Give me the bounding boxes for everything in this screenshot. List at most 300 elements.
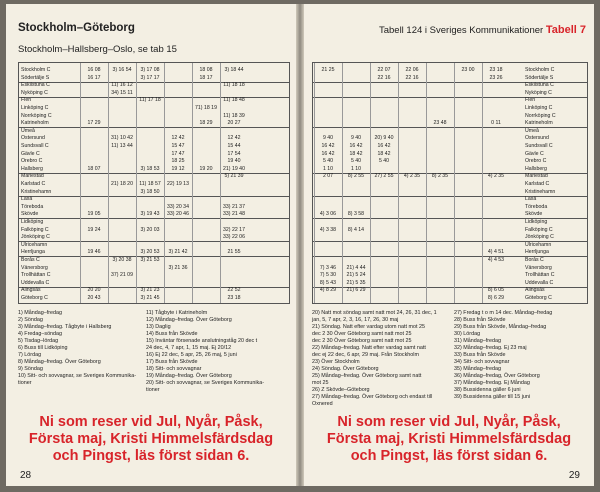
page-number: 29 — [568, 470, 580, 481]
table-header-text: Tabell 124 i Sveriges Kommunikationer — [378, 25, 544, 36]
departure-time: 22) 19 13 — [167, 181, 189, 187]
departure-time: 20 43 — [87, 295, 101, 301]
departure-time: 21) 19 40 — [223, 165, 245, 172]
departure-time: 18 42 — [377, 150, 391, 157]
station-name: Töreboda — [525, 203, 548, 210]
station-name: Uddevalla C — [21, 279, 50, 286]
departure-time: 9 40 — [350, 135, 362, 142]
timetable-row — [19, 204, 289, 211]
timetable-row — [313, 227, 587, 234]
timetable-row — [19, 257, 289, 264]
station-name: Flen — [525, 97, 536, 104]
station-name: Mariestad — [21, 173, 44, 180]
departure-time: 8) 2 55 — [347, 173, 365, 180]
departure-time: 19 05 — [87, 211, 101, 218]
departure-time: 21) 5 24 — [346, 272, 366, 279]
station-name: Karlstad C — [525, 181, 550, 187]
departure-time: 12 42 — [171, 135, 185, 142]
timetable-row — [313, 265, 587, 272]
departure-time: 8) 3 58 — [347, 211, 365, 218]
footnote-line: 25) Måndag–fredag. Över Göteborg samt natt — [312, 373, 422, 379]
banner-line: och Pingst, läs först sidan 6. — [52, 448, 250, 464]
station-name: Borås C — [21, 257, 40, 263]
footnote-line: 27) Måndag–fredag. Över Göteborg och endast till — [312, 394, 433, 400]
timetable-row — [313, 151, 587, 158]
departure-time: 71) 18 19 — [195, 105, 217, 111]
departure-time: 37) 21 09 — [111, 272, 133, 279]
timetable-row — [19, 189, 289, 196]
departure-time: 16 08 — [87, 67, 101, 73]
departure-time: 19 12 — [171, 165, 185, 172]
departure-time: 8) 6 29 — [487, 295, 505, 301]
footnote-line: dec 2 30 Över Göteborg samt natt mot 25 — [312, 331, 412, 337]
banner-line: Ni som reser vid Jul, Nyår, Påsk, — [39, 414, 263, 430]
column-divider — [370, 63, 371, 303]
column-divider — [108, 63, 109, 303]
departure-time: 4) 4 51 — [487, 249, 505, 256]
footnote-line: 5) Tisdag–lördag — [18, 338, 59, 344]
footnote-line: 14) Buss från Skövde — [146, 331, 198, 337]
timetable-row — [19, 173, 289, 180]
timetable-row — [19, 272, 289, 279]
timetable-row — [313, 97, 587, 104]
station-name: Lidköping — [525, 219, 548, 225]
departure-time: 7) 3 46 — [319, 264, 337, 271]
column-divider — [398, 63, 399, 303]
departure-time: 21 25 — [321, 67, 335, 73]
footnote-line: 1) Måndag–fredag — [18, 310, 63, 316]
column-divider — [426, 63, 427, 303]
station-name: Gävle C — [21, 150, 40, 157]
footnote-line: 34) Sitt- och sovvagnar — [454, 359, 510, 365]
timetable-row — [19, 219, 289, 226]
footnote-line: 39) Bussidenna gäller till 15 juni — [454, 394, 531, 400]
footnote-line: 22) Måndag–fredag. Natt efter vardag samt natt — [312, 345, 426, 351]
timetable-row — [313, 105, 587, 112]
footnote-line: 16) Ej 22 dec, 5 apr, 25, 26 maj, 5 juni — [146, 352, 237, 358]
departure-time: 22 06 — [405, 67, 419, 73]
column-divider — [80, 63, 81, 303]
footnote-line: 37) Måndag–fredag. Ej Måndag — [454, 380, 530, 386]
departure-time: 16 42 — [377, 143, 391, 149]
footnote-line: 20) Natt mot söndag samt natt mot 24, 26, 31 dec, 1 — [312, 310, 437, 316]
departure-time: 3) 20 03 — [140, 226, 160, 233]
footnote-line: 19) Måndag–fredag. Över Göteborg — [146, 373, 232, 379]
footnote-line: 4) Fredag–söndag — [18, 331, 63, 337]
station-name: Alingsås — [21, 287, 41, 294]
station-name: Nyköping C — [525, 89, 552, 96]
right-page — [304, 4, 594, 486]
timetable-row — [19, 295, 289, 302]
timetable-row — [19, 143, 289, 150]
footnote-line: jan, 5, 7 apr, 2, 3, 16, 17, 26, 30 maj — [312, 317, 399, 323]
timetable-row — [313, 166, 587, 173]
footnote-line: 29) Buss från Skövde, Måndag–fredag — [454, 324, 547, 330]
footnote-line: 7) Lördag — [18, 352, 42, 358]
timetable-row — [19, 249, 289, 256]
timetable-row — [19, 97, 289, 104]
departure-time: 20) 9 40 — [374, 135, 394, 142]
departure-time: 3) 16 54 — [112, 67, 132, 73]
footnote-line: Oxnered — [312, 401, 333, 407]
timetable-row — [19, 113, 289, 120]
timetable-row — [313, 113, 587, 120]
station-name: Laxå — [525, 196, 537, 203]
station-name: Falköping C — [21, 226, 49, 233]
station-name: Södertälje S — [525, 74, 554, 81]
footnote-line: 23) Över Stockholm — [312, 359, 360, 365]
timetable-row — [19, 90, 289, 97]
departure-time: 3) 21 23 — [140, 287, 160, 294]
timetable-row — [313, 173, 587, 180]
departure-time: 17 29 — [87, 120, 101, 127]
departure-time: 16 42 — [349, 143, 363, 149]
departure-time: 17 54 — [227, 150, 241, 157]
station-name: Herrljunga — [525, 249, 549, 256]
departure-time: 11) 18 39 — [223, 112, 245, 119]
departure-time: 21) 18 20 — [111, 181, 133, 187]
departure-time: 8) 6 05 — [487, 287, 505, 294]
footnote-line: 8) Måndag–fredag. Över Göteborg — [18, 359, 101, 365]
station-name: Östersund — [525, 135, 549, 142]
station-name: Sundsvall C — [525, 143, 553, 149]
departure-time: 3) 19 43 — [140, 211, 160, 218]
footnote-line: dec 2 30 Över Göteborg samt natt mot 25 — [312, 338, 412, 344]
footnote-line: 32) Måndag–fredag. Ej 23 maj — [454, 345, 527, 351]
page-subtitle: Stockholm–Hallsberg–Oslo, se tab 15 — [18, 44, 177, 55]
departure-time: 3) 21 45 — [140, 295, 160, 301]
footnote-line: 21) Söndag. Natt efter vardag utom natt mot 25 — [312, 324, 425, 330]
timetable-row — [19, 151, 289, 158]
departure-time: 21) 6 29 — [346, 287, 366, 294]
station-name: Ulricehamn — [21, 241, 48, 248]
timetable-right — [312, 62, 588, 304]
footnote-line: 24 dec, 4, 7 apr, 1, 15 maj. Ej 20/12 — [146, 345, 232, 351]
departure-time: 34) 15 11 — [111, 89, 133, 96]
departure-time: 5 40 — [350, 158, 362, 165]
timetable-row — [313, 82, 587, 89]
station-name: Göteborg C — [525, 295, 552, 301]
footnote-line: 36) Måndag–fredag, Över Göteborg — [454, 373, 540, 379]
departure-time: 21) 4 44 — [346, 264, 366, 271]
departure-time: 1 10 — [322, 165, 334, 172]
departure-time: 16 17 — [87, 74, 101, 81]
departure-time: 20 20 — [87, 287, 101, 294]
station-name: Alingsås — [525, 287, 545, 294]
departure-time: 23 00 — [461, 67, 475, 73]
departure-time: 33) 20 34 — [167, 203, 189, 210]
timetable-row — [313, 249, 587, 256]
station-name: Linköping C — [525, 105, 553, 111]
departure-time: 15 44 — [227, 143, 241, 149]
banner-line: Första maj, Kristi Himmelsfärdsdag — [326, 431, 572, 447]
departure-time: 0 11 — [491, 120, 501, 127]
station-name: Trollhättan C — [21, 272, 51, 279]
station-name: Linköping C — [21, 105, 49, 111]
station-name: Sundsvall C — [21, 143, 49, 149]
timetable-row — [313, 211, 587, 218]
footnote-line: 9) Söndag — [18, 366, 43, 372]
departure-time: 33) 22 06 — [223, 234, 245, 241]
departure-time: 18 08 — [199, 67, 213, 73]
departure-time: 18 17 — [199, 74, 213, 81]
departure-time: 8) 2 35 — [431, 173, 449, 180]
departure-time: 11) 17 18 — [139, 97, 161, 104]
table-header — [379, 24, 586, 36]
timetable-row — [19, 120, 289, 127]
departure-time: 23 18 — [489, 67, 503, 73]
station-name: Vänersborg — [21, 264, 48, 271]
station-name: Jönköping C — [525, 234, 554, 241]
timetable-row — [313, 181, 587, 188]
departure-time: 3) 18 44 — [224, 67, 244, 73]
departure-time: 3) 18 50 — [140, 188, 160, 195]
station-name: Eskilstuna C — [21, 82, 50, 89]
timetable-row — [313, 280, 587, 287]
timetable-row — [19, 75, 289, 82]
station-name: Vänersborg — [525, 264, 552, 271]
station-name: Skövde — [21, 211, 39, 218]
station-name: Trollhättan C — [525, 272, 555, 279]
departure-time: 3) 21 36 — [168, 264, 188, 271]
departure-time: 8) 4 14 — [347, 226, 365, 233]
timetable-row — [19, 105, 289, 112]
departure-time: 11) 16 12 — [111, 82, 133, 89]
departure-time: 17 47 — [171, 150, 185, 157]
footnote-line: 33) Buss från Skövde — [454, 352, 506, 358]
station-name: Nyköping C — [21, 89, 48, 96]
page-number: 28 — [20, 470, 32, 481]
timetable-row — [313, 189, 587, 196]
holiday-notice-left — [6, 414, 296, 465]
departure-time: 22 07 — [377, 67, 391, 73]
footnote-line: tioner — [18, 380, 32, 386]
departure-time: 19 46 — [87, 249, 101, 256]
station-name: Norrköping C — [525, 112, 556, 119]
banner-line: Första maj, Kristi Himmelsfärdsdag — [28, 431, 274, 447]
timetable-row — [19, 265, 289, 272]
station-name: Örebro C — [525, 158, 547, 165]
departure-time: 18 29 — [199, 120, 213, 127]
departure-time: 1 10 — [350, 165, 362, 172]
timetable-row — [19, 166, 289, 173]
column-divider — [314, 63, 315, 303]
holiday-notice-right — [304, 414, 594, 465]
station-name: Mariestad — [525, 173, 548, 180]
departure-time: 8) 5 43 — [319, 279, 337, 286]
departure-time: 4) 2 35 — [403, 173, 421, 180]
timetable-row — [313, 272, 587, 279]
column-divider — [342, 63, 343, 303]
station-name: Uddevalla C — [525, 279, 554, 286]
departure-time: 4) 3 06 — [319, 211, 337, 218]
departure-time: 3) 21 53 — [140, 257, 160, 263]
column-divider — [482, 63, 483, 303]
station-name: Kristinehamn — [525, 188, 556, 195]
timetable-row — [313, 75, 587, 82]
station-name: Södertälje S — [21, 74, 50, 81]
column-divider — [192, 63, 193, 303]
departure-time: 3) 17 17 — [140, 74, 160, 81]
departure-time: 16 42 — [321, 150, 335, 157]
timetable-row — [19, 158, 289, 165]
timetable-row — [313, 143, 587, 150]
station-name: Gävle C — [525, 150, 544, 157]
departure-time: 11) 13 44 — [111, 143, 133, 149]
station-name: Umeå — [21, 127, 35, 134]
footnote-line: mot 25 — [312, 380, 329, 386]
station-name: Flen — [21, 97, 32, 104]
timetable-row — [313, 120, 587, 127]
footnote-line: 6) Buss till Lidköping — [18, 345, 68, 351]
departure-time: 5 40 — [378, 158, 390, 165]
timetable-row — [313, 257, 587, 264]
footnote-line: 13) Daglig — [146, 324, 171, 330]
departure-time: 11) 18 48 — [223, 97, 245, 104]
footnote-line: 27) Fredag t o m 14 dec. Måndag–fredag — [454, 310, 553, 316]
departure-time: 4) 2 35 — [487, 173, 505, 180]
timetable-row — [19, 128, 289, 135]
timetable-row — [313, 158, 587, 165]
timetable-row — [313, 128, 587, 135]
station-name: Kristinehamn — [21, 188, 52, 195]
station-name: Hallsberg — [21, 165, 43, 172]
book-gutter — [296, 4, 304, 486]
timetable-row — [19, 227, 289, 234]
station-name: Norrköping C — [21, 112, 52, 119]
footnote-line: 12) Måndag–fredag. Över Göteborg — [146, 317, 232, 323]
timetable-row — [313, 204, 587, 211]
departure-time: 12 42 — [227, 135, 241, 142]
departure-time: 22 16 — [405, 74, 419, 81]
departure-time: 22 52 — [227, 287, 241, 294]
timetable-row — [313, 242, 587, 249]
station-name: Katrineholm — [525, 120, 553, 127]
departure-time: 11) 18 57 — [139, 181, 161, 187]
departure-time: 3) 17 08 — [140, 67, 160, 73]
station-name: Borås C — [525, 257, 544, 263]
timetable-row — [19, 280, 289, 287]
departure-time: 18 25 — [171, 158, 185, 165]
table-number: Tabell 7 — [545, 24, 586, 36]
footnote-line: 15) Inväntar försenade anslutningståg 20 dec t — [146, 338, 258, 344]
column-divider — [220, 63, 221, 303]
footnote-line: 2) Söndag — [18, 317, 43, 323]
timetable-row — [19, 196, 289, 203]
departure-time: 32) 22 17 — [223, 226, 245, 233]
station-name: Örebro C — [21, 158, 43, 165]
departure-time: 4) 8 29 — [319, 287, 337, 294]
departure-time: 21) 5 35 — [346, 279, 366, 286]
departure-time: 33) 21 37 — [223, 203, 245, 210]
departure-time: 3) 21 42 — [168, 249, 188, 256]
page-title: Stockholm–Göteborg — [18, 22, 135, 34]
departure-time: 5) 21 39 — [224, 173, 244, 180]
departure-time: 2 07 — [322, 173, 334, 180]
station-name: Jönköping C — [21, 234, 50, 241]
station-name: Falköping C — [525, 226, 553, 233]
departure-time: 19 20 — [199, 165, 213, 172]
departure-time: 18 42 — [349, 150, 363, 157]
timetable-row — [313, 219, 587, 226]
footnote-line: 3) Måndag–fredag. Tågbyte i Hallsberg — [18, 324, 112, 330]
banner-line: Ni som reser vid Jul, Nyår, Påsk, — [337, 414, 561, 430]
departure-time: 21 55 — [227, 249, 241, 256]
footnotes-left — [18, 310, 136, 387]
departure-time: 3) 20 53 — [140, 249, 160, 256]
departure-time: 19 24 — [87, 226, 101, 233]
departure-time: 22 16 — [377, 74, 391, 81]
timetable-row — [313, 90, 587, 97]
footnote-line: 30) Lördag — [454, 331, 481, 337]
timetable-row — [19, 287, 289, 294]
station-name: Karlstad C — [21, 181, 46, 187]
banner-line: och Pingst, läs först sidan 6. — [350, 448, 548, 464]
footnote-line: 10) Sitt- och sovvagnar, se Sveriges Kommunika- — [18, 373, 137, 379]
station-name: Laxå — [21, 196, 33, 203]
station-name: Göteborg C — [21, 295, 48, 301]
station-name: Umeå — [525, 127, 539, 134]
footnote-line: 35) Måndag–fredag — [454, 366, 502, 372]
timetable-row — [19, 135, 289, 142]
station-name: Ulricehamn — [525, 241, 552, 248]
departure-time: 33) 20 46 — [167, 211, 189, 218]
timetable-row — [19, 211, 289, 218]
departure-time: 4) 3 38 — [319, 226, 337, 233]
departure-time: 18 07 — [87, 165, 101, 172]
footnote-line: 28) Buss från Skövde — [454, 317, 506, 323]
departure-time: 7) 5 30 — [319, 272, 337, 279]
timetable-row — [19, 234, 289, 241]
timetable-left — [18, 62, 290, 304]
footnote-line: dec ej 22 dec, 6 apr, 29 maj. Från Stockholm — [312, 352, 419, 358]
station-name: Hallsberg — [525, 165, 547, 172]
departure-time: 23 18 — [227, 295, 241, 301]
departure-time: 27) 2 55 — [374, 173, 394, 180]
footnote-line: 18) Sitt- och sovvagnar — [146, 366, 202, 372]
column-divider — [136, 63, 137, 303]
timetable-row — [313, 234, 587, 241]
departure-time: 3) 18 53 — [140, 165, 160, 172]
footnote-line: tioner — [146, 387, 160, 393]
departure-time: 4) 4 53 — [487, 257, 505, 263]
station-name: Töreboda — [21, 203, 44, 210]
timetable-row — [313, 295, 587, 302]
station-name: Östersund — [21, 135, 45, 142]
departure-time: 23 26 — [489, 74, 503, 81]
footnotes-right-1 — [312, 310, 437, 408]
timetable-row — [19, 242, 289, 249]
station-name: Herrljunga — [21, 249, 45, 256]
station-name: Katrineholm — [21, 120, 49, 127]
column-divider — [164, 63, 165, 303]
timetable-row — [19, 82, 289, 89]
departure-time: 15 47 — [171, 143, 185, 149]
station-name: Stockholm C — [21, 67, 51, 73]
column-divider — [454, 63, 455, 303]
departure-time: 9 40 — [322, 135, 334, 142]
footnote-line: 26) Z Skövde–Göteborg — [312, 387, 370, 393]
timetable-row — [313, 196, 587, 203]
departure-time: 5 40 — [322, 158, 334, 165]
timetable-row — [313, 67, 587, 74]
footnote-line: 38) Bussidenna gäller 6 juni — [454, 387, 521, 393]
timetable-row — [313, 135, 587, 142]
departure-time: 16 42 — [321, 143, 335, 149]
departure-time: 19 40 — [227, 158, 241, 165]
station-name: Stockholm C — [525, 67, 555, 73]
departure-time: 33) 21 48 — [223, 211, 245, 218]
